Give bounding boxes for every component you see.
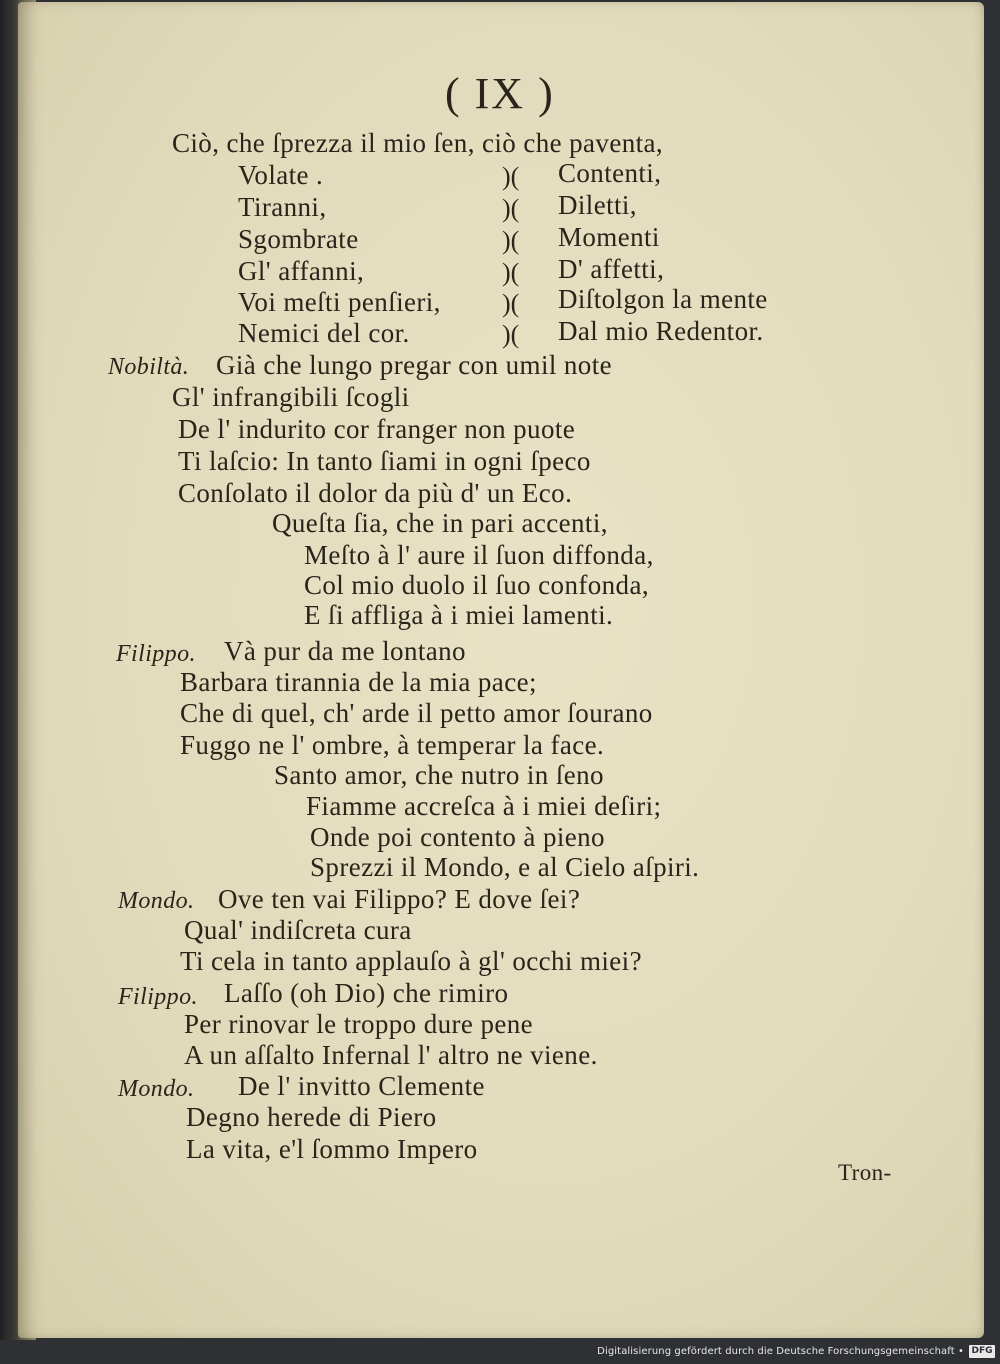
speaker-mondo: Mondo. bbox=[118, 1076, 195, 1102]
verse-left-2: Tiranni, bbox=[238, 192, 327, 222]
verse-line: Ciò, che ſprezza il mio ſen, ciò che paventa, bbox=[172, 128, 664, 158]
verse-separator: )( bbox=[502, 320, 520, 349]
verse-line: Ti laſcio: In tanto ſiami in ogni ſpeco bbox=[178, 446, 591, 476]
catchword: Tron- bbox=[838, 1160, 892, 1185]
verse-line: Ti cela in tanto applauſo à gl' occhi miei? bbox=[180, 946, 642, 976]
verse-line: Barbara tirannia de la mia pace; bbox=[180, 667, 537, 697]
dfg-logo: DFG bbox=[969, 1345, 995, 1358]
verse-separator: )( bbox=[502, 289, 520, 318]
verse-right-4: D' affetti, bbox=[558, 254, 665, 284]
verse-line: De l' indurito cor franger non puote bbox=[178, 414, 576, 444]
verse-line: Che di quel, ch' arde il petto amor ſourano bbox=[180, 698, 653, 728]
page-number: ( IX ) bbox=[445, 69, 555, 118]
verse-line: Laſſo (oh Dio) che rimiro bbox=[224, 978, 509, 1008]
verse-line: Qual' indiſcreta cura bbox=[184, 915, 412, 945]
verse-line: Col mio duolo il ſuo confonda, bbox=[304, 570, 649, 600]
verse-line: Già che lungo pregar con umil note bbox=[216, 350, 612, 380]
verse-line: Onde poi contento à pieno bbox=[310, 822, 605, 852]
verse-separator: )( bbox=[502, 226, 520, 255]
verse-line: Ove ten vai Filippo? E dove ſei? bbox=[218, 884, 581, 914]
verse-line: E ſi affliga à i miei lamenti. bbox=[304, 600, 614, 630]
verse-left-1: Volate . bbox=[238, 160, 324, 190]
verse-line: Meſto à l' aure il ſuon diffonda, bbox=[304, 540, 654, 570]
verse-line: Và pur da me lontano bbox=[224, 636, 466, 666]
verse-right-6: Dal mio Redentor. bbox=[558, 316, 764, 346]
verse-left-4: Gl' affanni, bbox=[238, 256, 365, 286]
verse-line: La vita, e'l ſommo Impero bbox=[186, 1134, 478, 1164]
verse-line: Santo amor, che nutro in ſeno bbox=[274, 760, 604, 790]
verse-left-5: Voi meſti penſieri, bbox=[238, 287, 441, 317]
verse-line: Per rinovar le troppo dure pene bbox=[184, 1009, 534, 1039]
speaker-nobilta: Nobiltà. bbox=[108, 354, 190, 380]
speaker-mondo: Mondo. bbox=[118, 888, 195, 914]
verse-line: Queſta ſia, che in pari accenti, bbox=[272, 508, 608, 538]
verse-line: Degno herede di Piero bbox=[186, 1102, 437, 1132]
verse-right-1: Contenti, bbox=[558, 158, 662, 188]
speaker-filippo: Filippo. bbox=[118, 984, 198, 1010]
verse-line: De l' invitto Clemente bbox=[238, 1071, 485, 1101]
verse-line: Gl' infrangibili ſcogli bbox=[172, 382, 410, 412]
verse-left-6: Nemici del cor. bbox=[238, 318, 410, 348]
verse-left-3: Sgombrate bbox=[238, 224, 359, 254]
verse-line: Sprezzi il Mondo, e al Cielo aſpiri. bbox=[310, 852, 700, 882]
verse-right-5: Diſtolgon la mente bbox=[558, 284, 768, 314]
verse-separator: )( bbox=[502, 194, 520, 223]
verse-line: A un aſſalto Infernal l' altro ne viene. bbox=[184, 1040, 598, 1070]
verse-right-3: Momenti bbox=[558, 222, 660, 252]
speaker-filippo: Filippo. bbox=[116, 641, 196, 667]
funding-notice: Digitalisierung gefördert durch die Deutsche Forschungsgemeinschaft • bbox=[597, 1346, 964, 1357]
verse-line: Fiamme accreſca à i miei deſiri; bbox=[306, 791, 662, 821]
verse-right-2: Diletti, bbox=[558, 190, 637, 220]
verse-separator: )( bbox=[502, 258, 520, 287]
verse-separator: )( bbox=[502, 162, 520, 191]
verse-line: Conſolato il dolor da più d' un Eco. bbox=[178, 478, 573, 508]
verse-line: Fuggo ne l' ombre, à temperar la face. bbox=[180, 730, 605, 760]
